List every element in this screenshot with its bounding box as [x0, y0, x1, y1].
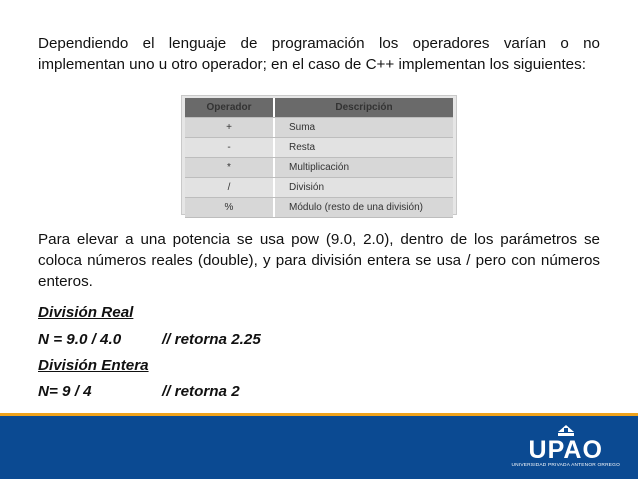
- real-division-title: División Real: [38, 304, 134, 321]
- table-row: [185, 158, 453, 178]
- description-cell: División: [275, 178, 453, 197]
- intro-paragraph: Dependiendo el lenguaje de programación los operadores varían o no implementan uno u otro operador; en el caso de C++ implementan los siguientes:: [38, 35, 600, 73]
- table-row: [185, 138, 453, 158]
- operator-cell: -: [185, 138, 275, 157]
- operator-table: [181, 95, 457, 215]
- table-row: [185, 118, 453, 138]
- operator-cell: *: [185, 158, 275, 177]
- header-descripcion: Descripción: [275, 98, 453, 117]
- integer-division-code: N= 9 / 4: [38, 383, 92, 400]
- pow-paragraph: Para elevar a una potencia se usa pow (9.0, 2.0), dentro de los parámetros se coloca números reales (double), y para división entera se usa / pero con números enteros.: [38, 231, 600, 290]
- upao-logo: [511, 425, 620, 468]
- description-cell: Resta: [275, 138, 453, 157]
- integer-division-title: División Entera: [38, 357, 149, 374]
- operator-cell: +: [185, 118, 275, 137]
- integer-division-example: [38, 382, 240, 402]
- description-cell: Suma: [275, 118, 453, 137]
- integer-division-comment: // retorna 2: [162, 383, 240, 400]
- footer-divider: [0, 413, 638, 416]
- operator-cell: /: [185, 178, 275, 197]
- table-row: [185, 198, 453, 218]
- description-cell: Módulo (resto de una división): [275, 198, 453, 217]
- table-header-row: [185, 98, 453, 118]
- real-division-code: N = 9.0 / 4.0: [38, 331, 122, 348]
- real-division-example: [38, 330, 261, 350]
- table-row: [185, 178, 453, 198]
- operator-cell: %: [185, 198, 275, 217]
- header-operador: Operador: [185, 98, 275, 117]
- logo-subtitle: UNIVERSIDAD PRIVADA ANTENOR ORREGO: [511, 463, 620, 468]
- real-division-comment: // retorna 2.25: [162, 331, 261, 348]
- description-cell: Multiplicación: [275, 158, 453, 177]
- logo-wordmark: UPAO: [528, 436, 603, 464]
